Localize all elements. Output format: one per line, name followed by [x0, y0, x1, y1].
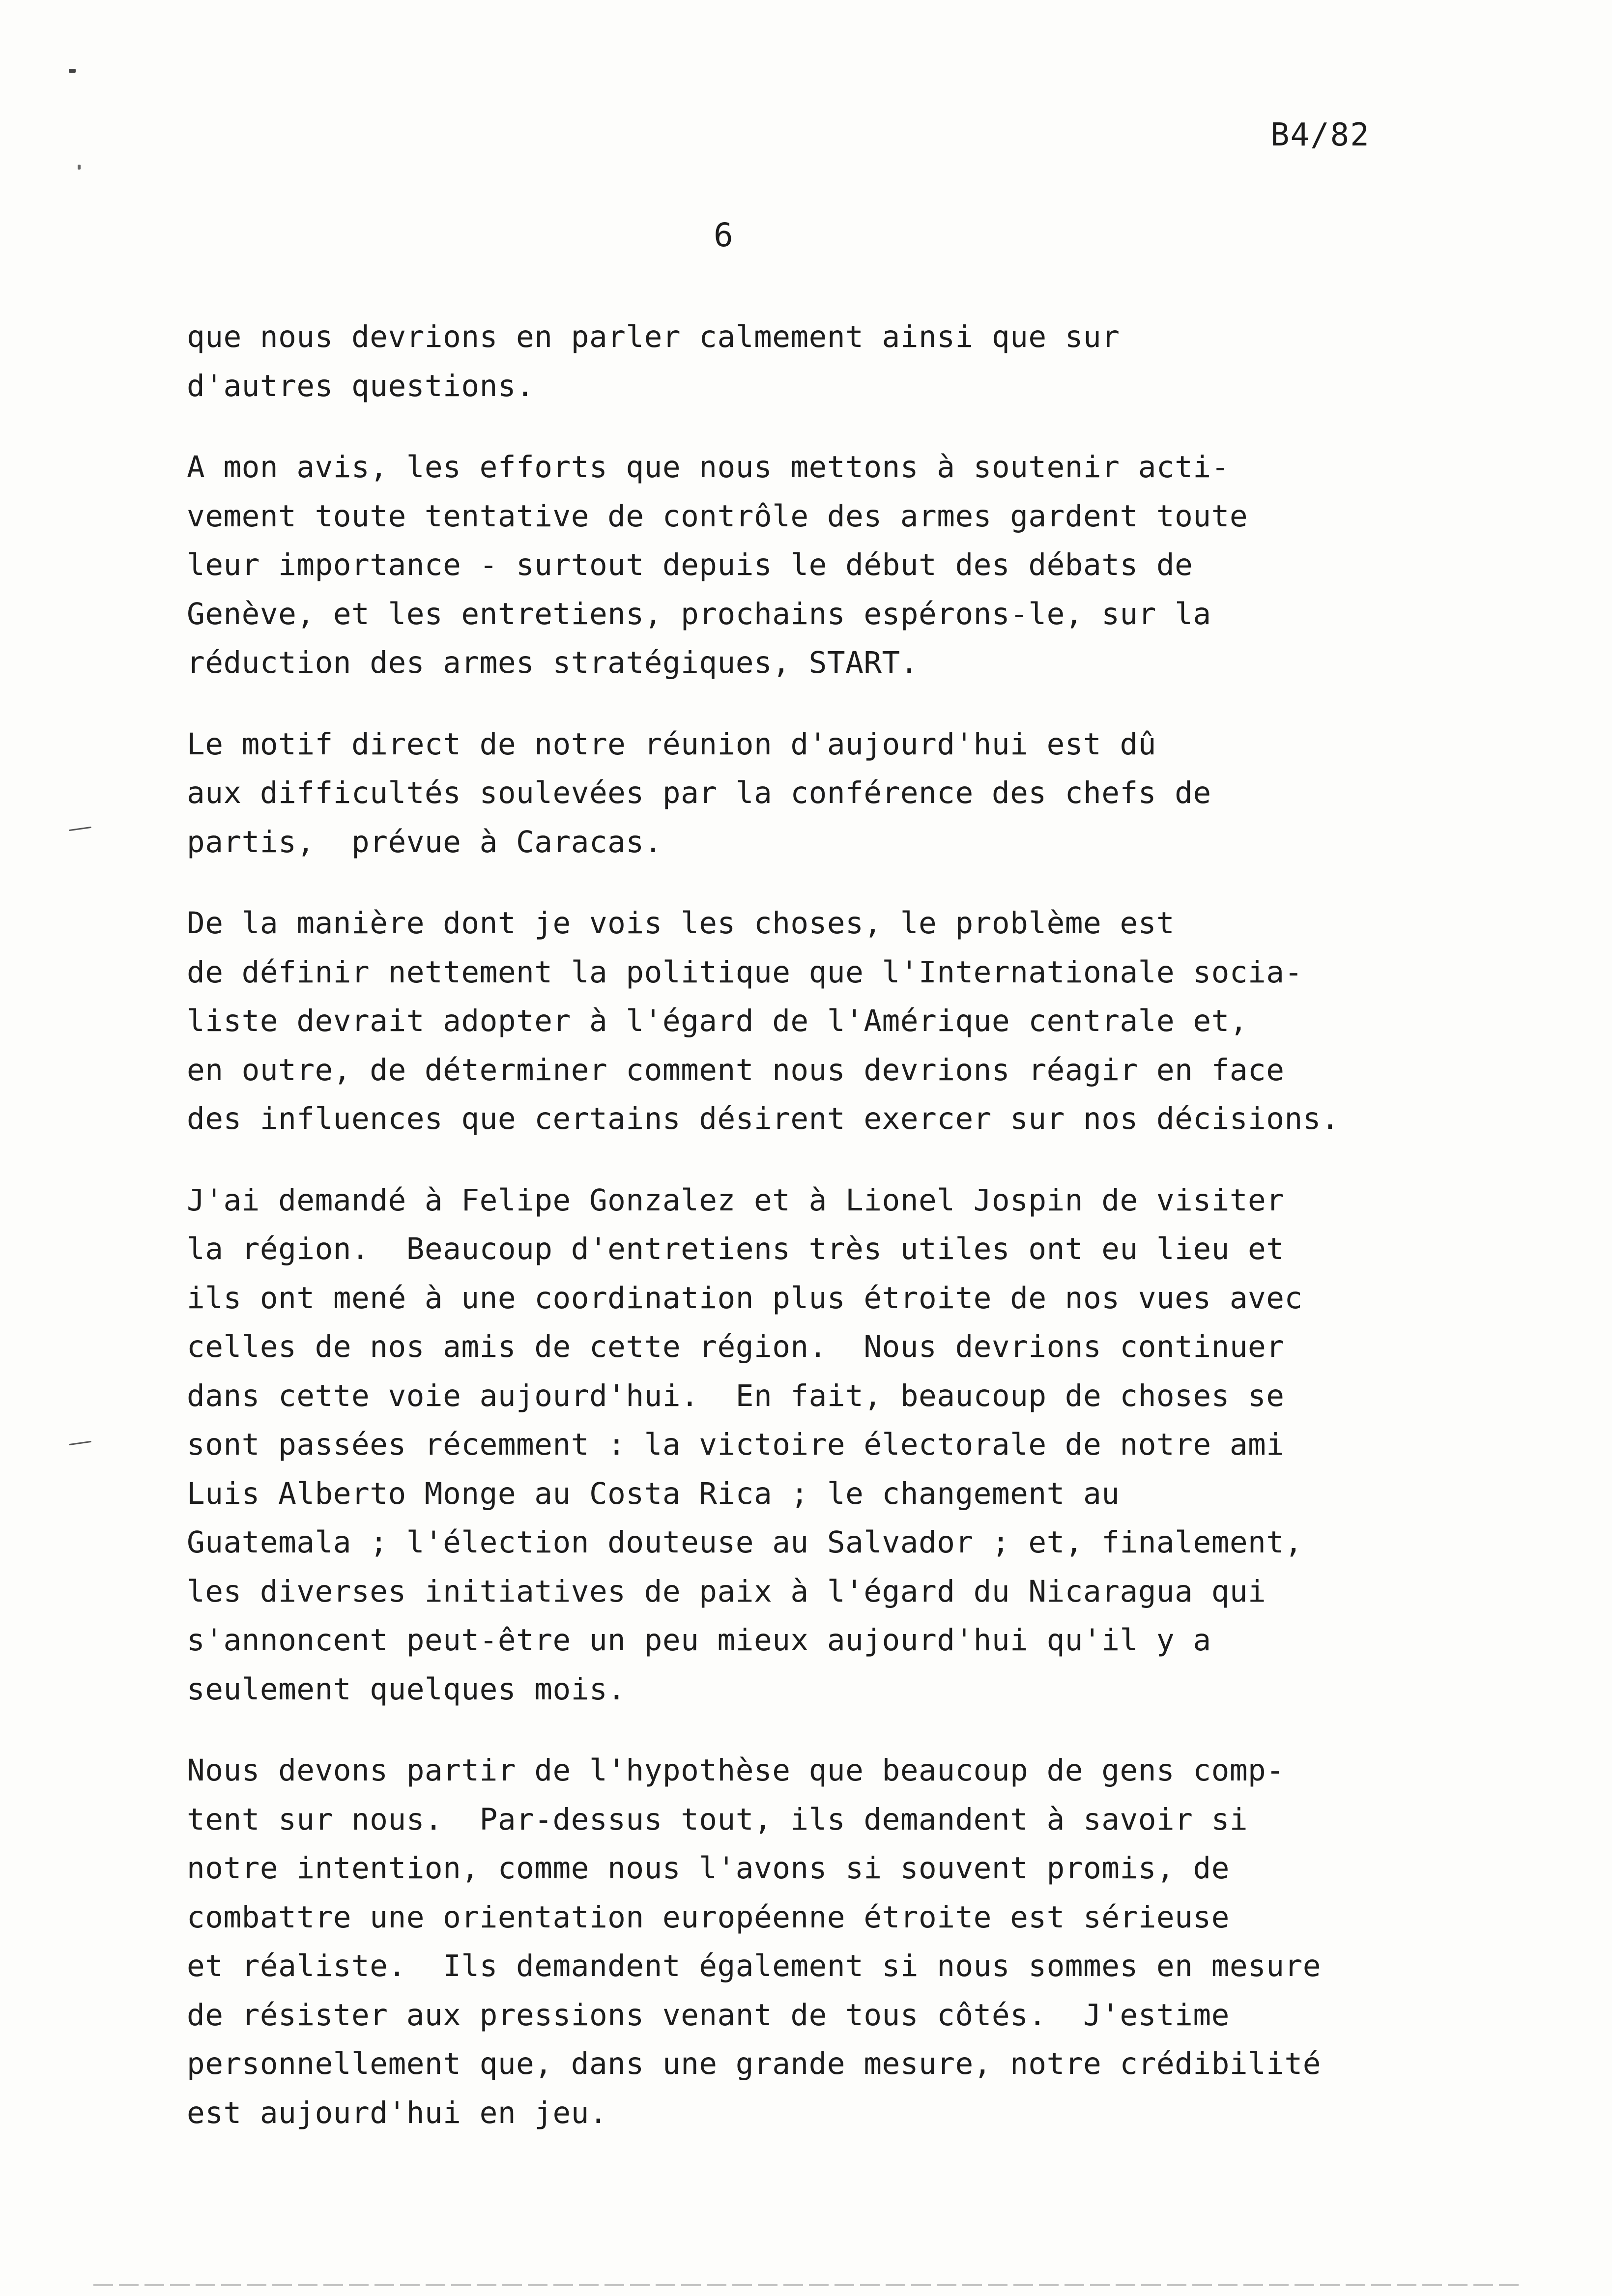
- text-line: leur importance - surtout depuis le début des débats de: [187, 547, 1193, 582]
- margin-speck: [69, 69, 76, 73]
- text-line: et réaliste. Ils demandent également si nous sommes en mesure: [187, 1949, 1321, 1983]
- paragraph: [187, 899, 1465, 1144]
- text-line: Guatemala ; l'élection douteuse au Salvador ; et, finalement,: [187, 1525, 1303, 1560]
- text-line: Le motif direct de notre réunion d'aujourd'hui est dû: [187, 726, 1156, 762]
- text-line: partis, prévue à Caracas.: [187, 824, 662, 860]
- paragraph: [187, 443, 1465, 688]
- text-line: de résister aux pressions venant de tous côtés. J'estime: [187, 1997, 1230, 2033]
- text-line: tent sur nous. Par-dessus tout, ils demandent à savoir si: [187, 1802, 1248, 1837]
- paragraph: [187, 1746, 1465, 2137]
- paragraph: [187, 1176, 1465, 1714]
- text-line: ils ont mené à une coordination plus étroite de nos vues avec: [187, 1280, 1303, 1316]
- text-line: de définir nettement la politique que l'Internationale socia-: [187, 954, 1303, 990]
- document-body: [187, 313, 1465, 2170]
- text-line: seulement quelques mois.: [187, 1671, 626, 1707]
- margin-dash: [69, 827, 91, 831]
- text-line: que nous devrions en parler calmement ainsi que sur: [187, 319, 1120, 354]
- text-line: combattre une orientation européenne étroite est sérieuse: [187, 1899, 1230, 1935]
- page-bottom-edge: [93, 2284, 1519, 2286]
- page-number: 6: [714, 216, 733, 254]
- text-line: est aujourd'hui en jeu.: [187, 2095, 608, 2130]
- text-line: réduction des armes stratégiques, START.: [187, 645, 919, 680]
- document-reference: B4/82: [1270, 117, 1370, 153]
- margin-speck: [78, 165, 81, 170]
- text-line: J'ai demandé à Felipe Gonzalez et à Lionel Jospin de visiter: [187, 1182, 1285, 1218]
- text-line: Nous devons partir de l'hypothèse que beaucoup de gens comp-: [187, 1753, 1285, 1788]
- paragraph: [187, 313, 1465, 410]
- paragraph: [187, 720, 1465, 867]
- text-line: en outre, de déterminer comment nous devrions réagir en face: [187, 1052, 1285, 1088]
- text-line: celles de nos amis de cette région. Nous devrions continuer: [187, 1329, 1285, 1364]
- text-line: les diverses initiatives de paix à l'égard du Nicaragua qui: [187, 1574, 1267, 1609]
- text-line: De la manière dont je vois les choses, le problème est: [187, 906, 1175, 941]
- margin-dash: [69, 1441, 91, 1445]
- text-line: A mon avis, les efforts que nous mettons à soutenir acti-: [187, 450, 1230, 485]
- text-line: d'autres questions.: [187, 368, 535, 403]
- text-line: aux difficultés soulevées par la conférence des chefs de: [187, 775, 1211, 810]
- text-line: personnellement que, dans une grande mesure, notre crédibilité: [187, 2046, 1321, 2081]
- text-line: vement toute tentative de contrôle des armes gardent toute: [187, 498, 1248, 534]
- text-line: sont passées récemment : la victoire électorale de notre ami: [187, 1427, 1285, 1462]
- text-line: des influences que certains désirent exercer sur nos décisions.: [187, 1101, 1340, 1136]
- text-line: Genève, et les entretiens, prochains espérons-le, sur la: [187, 596, 1211, 631]
- text-line: dans cette voie aujourd'hui. En fait, beaucoup de choses se: [187, 1378, 1285, 1413]
- text-line: s'annoncent peut-être un peu mieux aujourd'hui qu'il y a: [187, 1623, 1211, 1658]
- text-line: liste devrait adopter à l'égard de l'Amérique centrale et,: [187, 1004, 1248, 1038]
- text-line: Luis Alberto Monge au Costa Rica ; le changement au: [187, 1476, 1120, 1511]
- text-line: notre intention, comme nous l'avons si souvent promis, de: [187, 1851, 1230, 1886]
- text-line: la région. Beaucoup d'entretiens très utiles ont eu lieu et: [187, 1232, 1285, 1266]
